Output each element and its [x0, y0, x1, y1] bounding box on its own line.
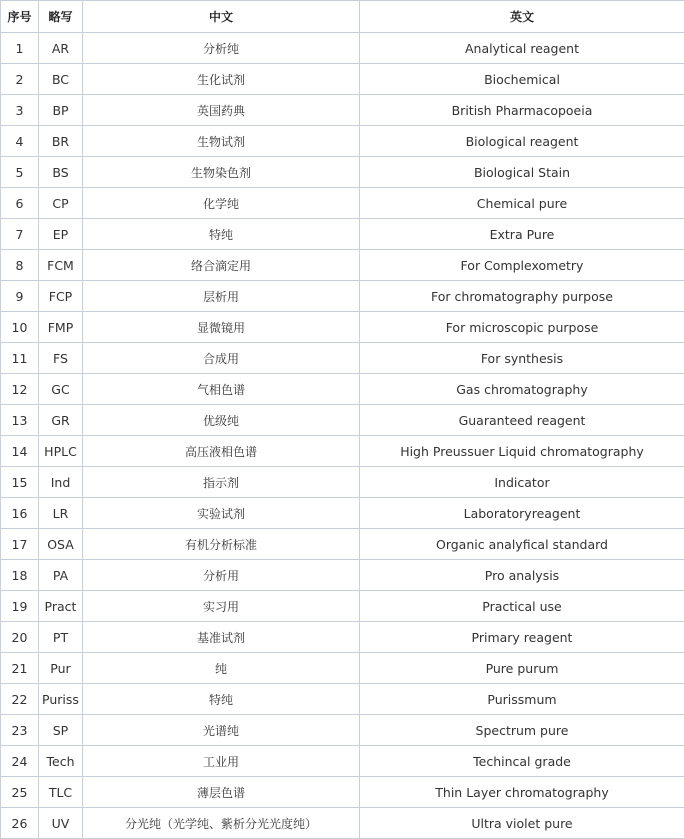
cell-english: Chemical pure	[360, 188, 684, 219]
cell-english: Biological Stain	[360, 157, 684, 188]
cell-english: Thin Layer chromatography	[360, 777, 684, 808]
cell-index: 12	[1, 374, 39, 405]
cell-english: British Pharmacopoeia	[360, 95, 684, 126]
cell-chinese: 实习用	[83, 591, 360, 622]
cell-abbr: Tech	[39, 746, 83, 777]
cell-abbr: BR	[39, 126, 83, 157]
header-chinese: 中文	[83, 1, 360, 33]
cell-index: 18	[1, 560, 39, 591]
cell-abbr: Ind	[39, 467, 83, 498]
cell-english: Organic analyfical standard	[360, 529, 684, 560]
cell-english: High Preussuer Liquid chromatography	[360, 436, 684, 467]
cell-index: 1	[1, 33, 39, 64]
cell-chinese: 实验试剂	[83, 498, 360, 529]
table-row	[1, 622, 684, 653]
cell-chinese: 分析用	[83, 560, 360, 591]
cell-chinese: 薄层色谱	[83, 777, 360, 808]
cell-english: Biochemical	[360, 64, 684, 95]
cell-index: 2	[1, 64, 39, 95]
table-row	[1, 746, 684, 777]
cell-index: 17	[1, 529, 39, 560]
cell-english: Gas chromatography	[360, 374, 684, 405]
table-row	[1, 95, 684, 126]
cell-english: Indicator	[360, 467, 684, 498]
cell-abbr: PT	[39, 622, 83, 653]
cell-index: 3	[1, 95, 39, 126]
cell-index: 21	[1, 653, 39, 684]
table-row	[1, 126, 684, 157]
cell-abbr: FS	[39, 343, 83, 374]
cell-english: Analytical reagent	[360, 33, 684, 64]
cell-chinese: 分析纯	[83, 33, 360, 64]
cell-abbr: FMP	[39, 312, 83, 343]
cell-index: 25	[1, 777, 39, 808]
table-row	[1, 312, 684, 343]
cell-english: Pro analysis	[360, 560, 684, 591]
table-row	[1, 498, 684, 529]
cell-chinese: 分光纯（光学纯、紫析分光光度纯）	[83, 808, 360, 839]
cell-index: 8	[1, 250, 39, 281]
cell-chinese: 工业用	[83, 746, 360, 777]
cell-chinese: 生物试剂	[83, 126, 360, 157]
cell-index: 20	[1, 622, 39, 653]
cell-english: For chromatography purpose	[360, 281, 684, 312]
cell-abbr: Pur	[39, 653, 83, 684]
header-abbr: 略写	[39, 1, 83, 33]
cell-english: Practical use	[360, 591, 684, 622]
cell-chinese: 特纯	[83, 219, 360, 250]
cell-chinese: 有机分析标准	[83, 529, 360, 560]
table-row	[1, 560, 684, 591]
cell-english: Guaranteed reagent	[360, 405, 684, 436]
cell-english: For microscopic purpose	[360, 312, 684, 343]
cell-index: 9	[1, 281, 39, 312]
table-row	[1, 281, 684, 312]
table-row	[1, 529, 684, 560]
cell-index: 11	[1, 343, 39, 374]
cell-abbr: BS	[39, 157, 83, 188]
table-row	[1, 219, 684, 250]
table-row	[1, 715, 684, 746]
header-index: 序号	[1, 1, 39, 33]
cell-english: Spectrum pure	[360, 715, 684, 746]
table-row	[1, 684, 684, 715]
cell-chinese: 层析用	[83, 281, 360, 312]
table-row	[1, 591, 684, 622]
cell-english: For Complexometry	[360, 250, 684, 281]
cell-chinese: 显微镜用	[83, 312, 360, 343]
cell-abbr: LR	[39, 498, 83, 529]
table-row	[1, 653, 684, 684]
table-row	[1, 343, 684, 374]
cell-abbr: TLC	[39, 777, 83, 808]
cell-abbr: GC	[39, 374, 83, 405]
cell-abbr: Puriss	[39, 684, 83, 715]
cell-english: Extra Pure	[360, 219, 684, 250]
cell-index: 19	[1, 591, 39, 622]
cell-index: 5	[1, 157, 39, 188]
cell-chinese: 基准试剂	[83, 622, 360, 653]
cell-chinese: 络合滴定用	[83, 250, 360, 281]
table-row	[1, 808, 684, 839]
cell-english: Primary reagent	[360, 622, 684, 653]
cell-chinese: 特纯	[83, 684, 360, 715]
cell-chinese: 优级纯	[83, 405, 360, 436]
table-row	[1, 405, 684, 436]
cell-abbr: BP	[39, 95, 83, 126]
cell-abbr: EP	[39, 219, 83, 250]
cell-index: 6	[1, 188, 39, 219]
cell-index: 13	[1, 405, 39, 436]
table-row	[1, 64, 684, 95]
table-row	[1, 33, 684, 64]
cell-index: 15	[1, 467, 39, 498]
table-row	[1, 436, 684, 467]
cell-index: 23	[1, 715, 39, 746]
cell-abbr: Pract	[39, 591, 83, 622]
cell-english: Biological reagent	[360, 126, 684, 157]
cell-index: 24	[1, 746, 39, 777]
table-row	[1, 374, 684, 405]
cell-english: For synthesis	[360, 343, 684, 374]
table-row	[1, 188, 684, 219]
cell-english: Techincal grade	[360, 746, 684, 777]
cell-index: 10	[1, 312, 39, 343]
cell-chinese: 光谱纯	[83, 715, 360, 746]
cell-abbr: FCP	[39, 281, 83, 312]
cell-index: 7	[1, 219, 39, 250]
table-row	[1, 467, 684, 498]
cell-abbr: CP	[39, 188, 83, 219]
cell-index: 4	[1, 126, 39, 157]
header-row	[1, 1, 684, 33]
cell-index: 14	[1, 436, 39, 467]
cell-chinese: 生物染色剂	[83, 157, 360, 188]
table-row	[1, 250, 684, 281]
cell-chinese: 指示剂	[83, 467, 360, 498]
cell-abbr: HPLC	[39, 436, 83, 467]
table-row	[1, 157, 684, 188]
table-body	[1, 33, 684, 839]
cell-abbr: FCM	[39, 250, 83, 281]
cell-chinese: 气相色谱	[83, 374, 360, 405]
cell-abbr: AR	[39, 33, 83, 64]
cell-english: Laboratoryreagent	[360, 498, 684, 529]
cell-chinese: 化学纯	[83, 188, 360, 219]
cell-english: Ultra violet pure	[360, 808, 684, 839]
cell-english: Pure purum	[360, 653, 684, 684]
cell-chinese: 生化试剂	[83, 64, 360, 95]
table-row	[1, 777, 684, 808]
cell-abbr: SP	[39, 715, 83, 746]
cell-index: 26	[1, 808, 39, 839]
cell-abbr: GR	[39, 405, 83, 436]
cell-abbr: UV	[39, 808, 83, 839]
cell-chinese: 高压液相色谱	[83, 436, 360, 467]
header-english: 英文	[360, 1, 684, 33]
cell-chinese: 合成用	[83, 343, 360, 374]
cell-chinese: 纯	[83, 653, 360, 684]
cell-abbr: OSA	[39, 529, 83, 560]
cell-abbr: BC	[39, 64, 83, 95]
cell-chinese: 英国药典	[83, 95, 360, 126]
cell-english: Purissmum	[360, 684, 684, 715]
cell-index: 16	[1, 498, 39, 529]
cell-abbr: PA	[39, 560, 83, 591]
cell-index: 22	[1, 684, 39, 715]
